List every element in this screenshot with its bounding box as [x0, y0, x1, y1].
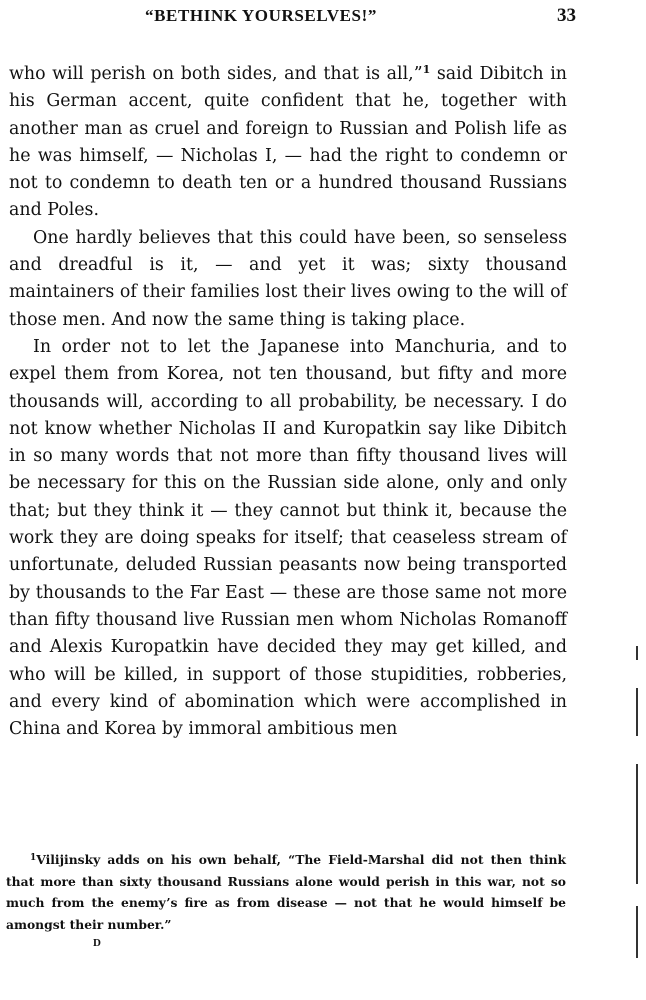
signature-mark: D	[93, 937, 101, 949]
page-edge-mark	[636, 646, 638, 660]
footnote-text: Vilijinsky adds on his own behalf, “The Field-Marshal did not then think that more than sixty thousand Russians alone would perish in this war, not so much from the enemy’s fire as from disease — not that he would himself be amongst their number.”	[6, 852, 566, 932]
body-text	[9, 56, 567, 743]
page-number: 33	[557, 5, 576, 26]
paragraph-3-text: In order not to let the Japanese into Manchuria, and to expel them from Korea, not ten thousand, but fifty and more thousands will, according to all probability, be necessary. I do not know whether Nicholas II and Kuropatkin say like Dibitch in so many words that not more than fifty thousand lives will be necessary for this on the Russian side alone, only and only that; but they think it — they cannot but think it, because the work they are doing speaks for itself; that ceaseless stream of unfortunate, deluded Russian peasants now being transported by thousands to the Far East — these are those same not more than fifty thousand live Russian men whom Nicholas Romanoff and Alexis Kuropatkin have decided they may get killed, and who will be killed, in support of those stupidities, robberies, and every kind of abomination which were accomplished in China and Korea by immoral ambitious men	[9, 336, 567, 740]
paragraph-1	[9, 56, 567, 225]
paragraph-2	[9, 225, 567, 334]
running-title: “BETHINK YOURSELVES!”	[145, 6, 377, 25]
page-edge-mark	[636, 764, 638, 884]
paragraph-1-text-after: said Dibitch in his German accent, quite confident that he, together with another man as cruel and foreign to Russian and Polish life as he was himself, — Nicholas I, — had the right to condemn or not to condemn to death ten or a hundred thousand Russians and Poles.	[9, 64, 567, 221]
footnote	[6, 848, 566, 935]
paragraph-3	[9, 334, 567, 743]
paragraph-2-text: One hardly believes that this could have been, so senseless and dreadful is it, — and yet it was; sixty thousand maintainers of their families lost their lives owing to the will of those men. And now the same thing is taking place.	[9, 227, 567, 330]
footnote-number: 1	[30, 853, 37, 863]
footnote-reference: 1	[422, 63, 431, 76]
footnote-paragraph	[6, 848, 566, 935]
page-edge-mark	[636, 906, 638, 958]
page-edge-mark	[636, 688, 638, 736]
paragraph-1-text-before: who will perish on both sides, and that is all,”	[9, 64, 423, 84]
running-head	[8, 6, 576, 30]
